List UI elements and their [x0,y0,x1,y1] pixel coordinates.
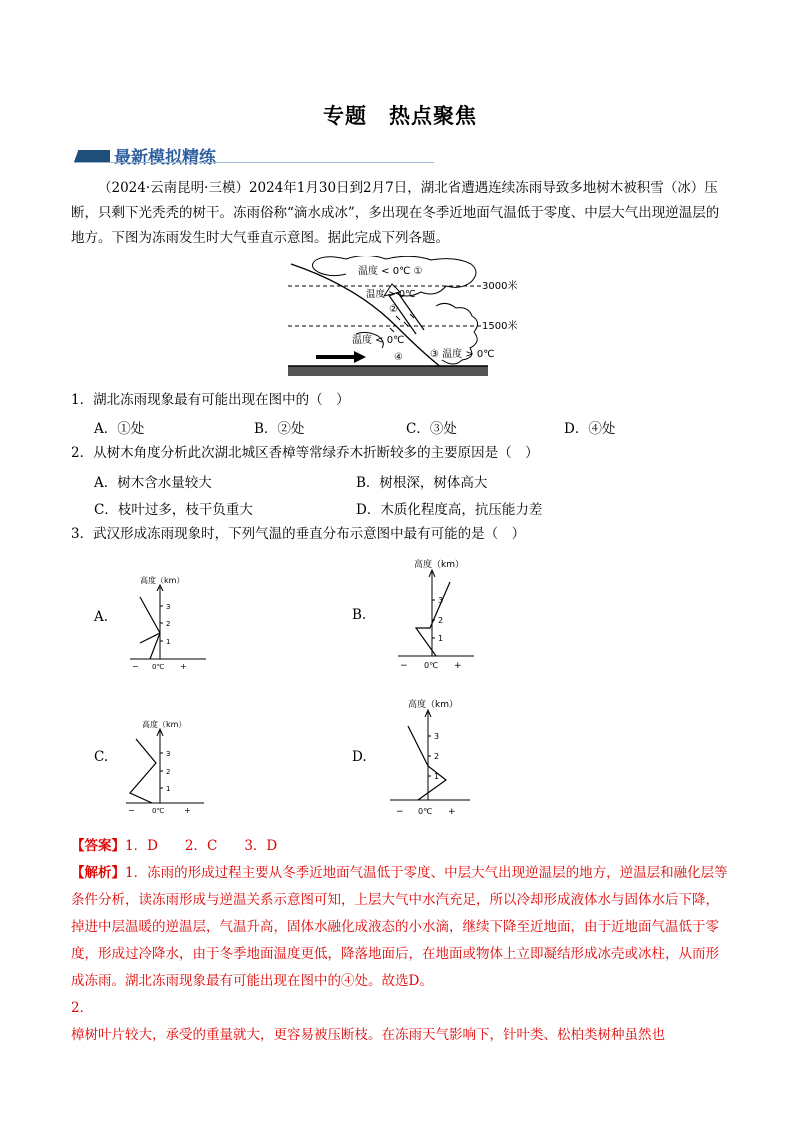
chart-c-tick-3: 3 [166,750,171,758]
q2-option-b[interactable]: B．树根深，树体高大 [356,475,488,491]
chart-a-tick-2: 2 [166,620,171,628]
section-label: 最新模拟精练 [114,148,216,168]
q1-option-c[interactable]: C．③处 [406,421,457,437]
label-temp-top: 温度 < 0℃ ① [358,266,423,277]
chart-b-plus: + [454,661,462,671]
chart-d-minus: − [396,807,404,817]
label-temp-right: ③ 温度 > 0℃ [430,349,495,360]
q1-option-d[interactable]: D．④处 [564,421,616,437]
page-title: 专题 热点聚焦 [323,104,477,128]
section-banner [74,146,434,168]
q1-option-a[interactable]: A．①处 [94,421,145,437]
chart-c-minus: − [128,806,135,815]
analysis-paragraph-2: 樟树叶片较大，承受的重量就大，更容易被压断枝。在冻雨天气影响下，针叶类、松柏类树种虽然也 [71,1027,665,1043]
chart-c-plus: + [184,806,191,815]
chart-a-ylabel: 高度（km） [140,576,185,585]
chart-a-minus: − [132,662,139,671]
label-marker-4: ④ [394,352,403,363]
chart-b-tick-1: 1 [438,634,444,643]
chart-d-plus: + [448,807,456,817]
question-2-stem: 2．从树木角度分析此次湖北城区香樟等常绿乔木折断较多的主要原因是（ ） [71,445,539,461]
label-marker-2: ② [389,304,398,315]
chart-d-tick-1: 1 [434,772,440,781]
chart-option-d[interactable] [388,696,472,818]
label-temp-mid: 温度 > 0℃ [366,289,416,300]
question-3-stem: 3．武汉形成冻雨现象时，下列气温的垂直分布示意图中最有可能的是（ ） [71,526,526,542]
chart-c-zero: 0℃ [152,807,165,815]
q3-option-d-label[interactable]: D. [352,749,367,765]
chart-b-zero: 0℃ [424,661,439,670]
answer-line [71,833,731,860]
chart-d-ylabel: 高度（km） [408,700,458,710]
chart-b-tick-3: 3 [438,596,444,605]
freezing-rain-diagram [286,256,521,378]
chart-a-plus: + [180,662,187,671]
chart-c-tick-2: 2 [166,768,171,776]
analysis-paragraph-1: 1．冻雨的形成过程主要从冬季近地面气温低于零度、中层大气出现逆温层的地方，逆温层和融化层等条件分析，读冻雨形成与逆温关系示意图可知，上层大气中水汽充足，所以冷却形成液体水与固体水后下降，掉进中层温暖的逆温层，气温升高，固体水融化成液态的小水滴，继续下降至近地面，由于近地面气温低于零度，形成过冷降水，由于冬季地面温度更低，降落地面后，在地面或物体上立即凝结形成冰壳或冰柱，从而形成冻雨。湖北冻雨现象最有可能出现在图中的④处。故选D。 [71,865,728,989]
q2-option-c[interactable]: C．枝叶过多，枝干负重大 [94,502,253,518]
chart-option-c[interactable] [124,717,206,817]
chart-d-tick-3: 3 [434,732,440,741]
analysis-label: 【解析】 [71,865,125,881]
chart-c-tick-1: 1 [166,785,171,793]
banner-bar [74,150,110,162]
analysis-number-2: 2． [71,1000,94,1016]
chart-a-tick-1: 1 [166,638,171,646]
q2-option-d[interactable]: D．木质化程度高，抗压能力差 [356,502,543,518]
answer-label: 【答案】 [71,838,125,854]
chart-b-tick-2: 2 [438,616,444,625]
answer-section [71,833,731,1049]
chart-d-zero: 0℃ [418,807,433,816]
chart-b-ylabel: 高度（km） [414,560,464,570]
analysis-block [71,860,731,995]
chart-a-tick-3: 3 [166,603,171,611]
chart-c-ylabel: 高度（km） [142,720,187,729]
label-alt-3000: 3000米 [482,281,518,292]
label-alt-1500: 1500米 [482,321,518,332]
chart-option-b[interactable] [396,556,476,672]
banner-underline [74,162,434,163]
q3-option-a-label[interactable]: A. [94,609,109,625]
q1-option-b[interactable]: B．②处 [254,421,305,437]
chart-a-zero: 0℃ [152,663,165,671]
chart-b-minus: − [400,661,408,671]
question-1-stem: 1．湖北冻雨现象最有可能出现在图中的（ ） [71,392,350,408]
intro-paragraph: （2024·云南昆明·三模）2024年1月30日到2月7日，湖北省遭遇连续冻雨导致多地树木被积雪（冰）压断，只剩下光秃秃的树干。冻雨俗称“滴水成冰”，多出现在冬季近地面气温低于零度、中层大气出现逆温层的地方。下图为冻雨发生时大气垂直示意图。据此完成下列各题。 [71,180,720,246]
chart-d-tick-2: 2 [434,752,440,761]
q2-option-a[interactable]: A．树木含水量较大 [94,475,212,491]
answer-text: 1．D 2．C 3．D [125,838,278,854]
q3-option-c-label[interactable]: C. [94,749,109,765]
q3-option-b-label[interactable]: B. [352,607,367,623]
chart-option-a[interactable] [128,573,208,673]
label-temp-low: 温度 < 0℃ [352,335,405,346]
